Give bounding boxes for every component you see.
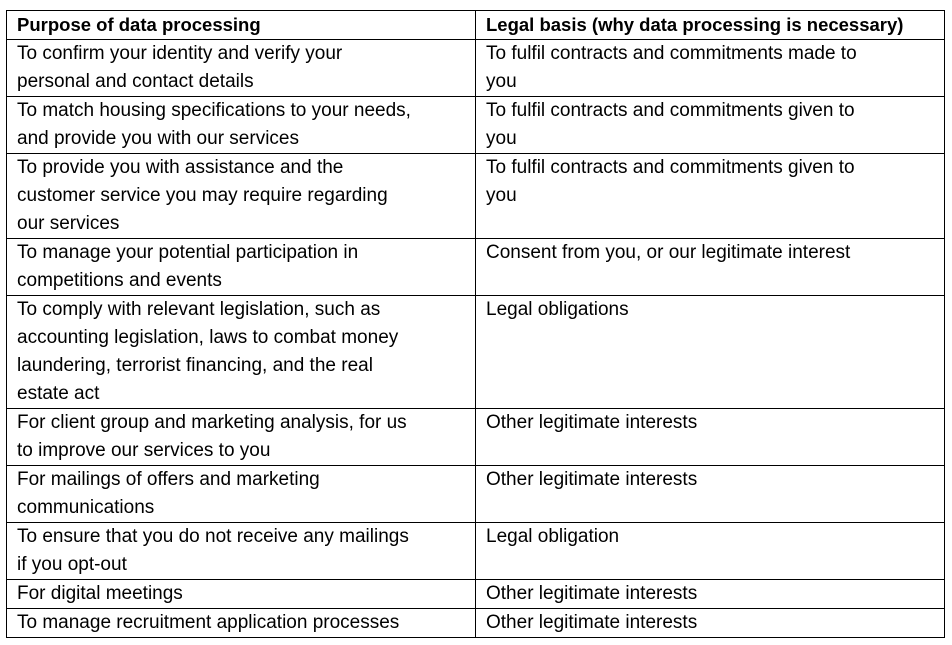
purpose-cell: To match housing specifications to your needs, and provide you with our services: [7, 97, 476, 154]
legal-basis-cell: Legal obligations: [476, 296, 945, 409]
table-row: [7, 409, 945, 466]
legal-basis-cell: Legal obligation: [476, 523, 945, 580]
legal-basis-cell: Other legitimate interests: [476, 580, 945, 609]
purpose-cell: To ensure that you do not receive any mailings if you opt-out: [7, 523, 476, 580]
table-header-row: [7, 11, 945, 40]
table-row: [7, 523, 945, 580]
table-row: [7, 239, 945, 296]
legal-basis-cell: To fulfil contracts and commitments made to you: [476, 40, 945, 97]
purpose-cell: For mailings of offers and marketing communications: [7, 466, 476, 523]
legal-basis-cell: Other legitimate interests: [476, 409, 945, 466]
purpose-cell: For client group and marketing analysis, for us to improve our services to you: [7, 409, 476, 466]
header-legal-basis: Legal basis (why data processing is necessary): [476, 11, 945, 40]
table-row: [7, 466, 945, 523]
table-row: [7, 97, 945, 154]
purpose-cell: To comply with relevant legislation, such as accounting legislation, laws to combat money laundering, terrorist financing, and the real estate act: [7, 296, 476, 409]
table-row: [7, 609, 945, 638]
data-processing-table: [6, 10, 945, 638]
legal-basis-cell: Other legitimate interests: [476, 466, 945, 523]
legal-basis-cell: Other legitimate interests: [476, 609, 945, 638]
purpose-cell: To provide you with assistance and the customer service you may require regarding our services: [7, 154, 476, 239]
purpose-cell: To manage your potential participation in competitions and events: [7, 239, 476, 296]
purpose-cell: To confirm your identity and verify your personal and contact details: [7, 40, 476, 97]
legal-basis-cell: To fulfil contracts and commitments given to you: [476, 97, 945, 154]
table-row: [7, 154, 945, 239]
table-row: [7, 296, 945, 409]
legal-basis-cell: Consent from you, or our legitimate interest: [476, 239, 945, 296]
legal-basis-cell: To fulfil contracts and commitments given to you: [476, 154, 945, 239]
table-row: [7, 580, 945, 609]
header-purpose: Purpose of data processing: [7, 11, 476, 40]
purpose-cell: For digital meetings: [7, 580, 476, 609]
table-row: [7, 40, 945, 97]
purpose-cell: To manage recruitment application processes: [7, 609, 476, 638]
